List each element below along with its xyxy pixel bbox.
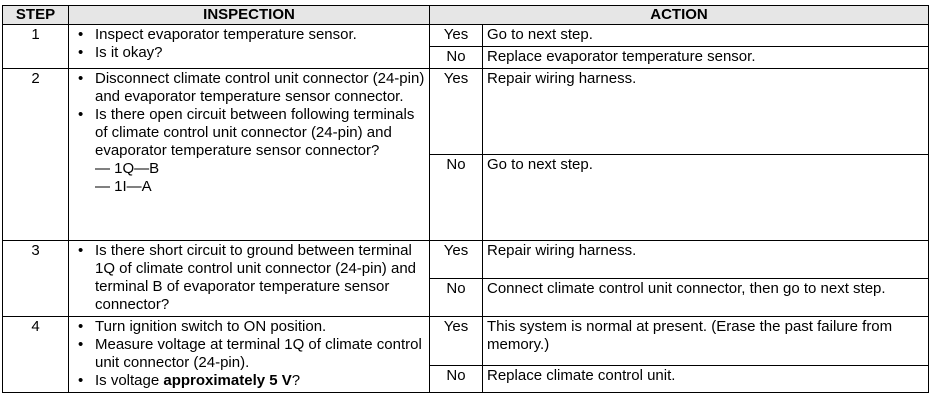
action-text: This system is normal at present. (Erase the past failure from memory.): [483, 317, 929, 366]
step-number: 4: [3, 317, 69, 393]
inspection-item: [95, 372, 425, 390]
action-text: Go to next step.: [483, 25, 929, 47]
inspection-suffix: ?: [291, 372, 301, 389]
inspection-cell: [69, 69, 430, 241]
inspection-item-text: Is there open circuit between following terminals of climate control unit connector (24-pin) and evaporator temperature sensor connector?: [95, 106, 415, 159]
table-row: [3, 317, 929, 366]
header-step: STEP: [3, 6, 69, 25]
inspection-item: • Measure voltage at terminal 1Q of climate control unit connector (24-pin).: [95, 336, 425, 372]
answer-yes: Yes: [430, 69, 483, 155]
action-text: Connect climate control unit connector, then go to next step.: [483, 279, 929, 317]
step-number: 1: [3, 25, 69, 69]
action-text: Replace evaporator temperature sensor.: [483, 47, 929, 69]
inspection-item: • Is it okay?: [95, 44, 425, 62]
top-edge-stripe: [0, 0, 932, 4]
header-inspection: INSPECTION: [69, 6, 430, 25]
terminal-pair: — 1I—A: [95, 178, 152, 195]
diagnostic-table: [2, 5, 929, 393]
table-row: [3, 25, 929, 47]
step-number: 2: [3, 69, 69, 241]
action-text: Go to next step.: [483, 155, 929, 241]
table-row: [3, 69, 929, 155]
header-action: ACTION: [430, 6, 929, 25]
inspection-item: • Is there short circuit to ground between terminal 1Q of climate control unit connector (24-pin) and terminal B of evaporator temperature sensor connector?: [95, 242, 425, 314]
answer-no: No: [430, 47, 483, 69]
answer-yes: Yes: [430, 317, 483, 366]
inspection-cell: [69, 241, 430, 317]
table-row: [3, 241, 929, 279]
inspection-item: • Turn ignition switch to ON position.: [95, 318, 425, 336]
voltage-value: approximately 5 V: [163, 372, 292, 389]
answer-yes: Yes: [430, 241, 483, 279]
inspection-prefix: Is voltage: [95, 372, 164, 389]
answer-no: No: [430, 155, 483, 241]
terminal-pair: — 1Q—B: [95, 160, 160, 177]
answer-no: No: [430, 366, 483, 393]
inspection-item: • Disconnect climate control unit connector (24-pin) and evaporator temperature sensor connector.: [95, 70, 425, 106]
action-text: Repair wiring harness.: [483, 69, 929, 155]
inspection-item: [95, 106, 425, 196]
answer-no: No: [430, 279, 483, 317]
inspection-cell: [69, 317, 430, 393]
action-text: Replace climate control unit.: [483, 366, 929, 393]
inspection-item: • Inspect evaporator temperature sensor.: [95, 26, 425, 44]
answer-yes: Yes: [430, 25, 483, 47]
step-number: 3: [3, 241, 69, 317]
action-text: Repair wiring harness.: [483, 241, 929, 279]
inspection-cell: [69, 25, 430, 69]
table-header-row: [3, 6, 929, 25]
